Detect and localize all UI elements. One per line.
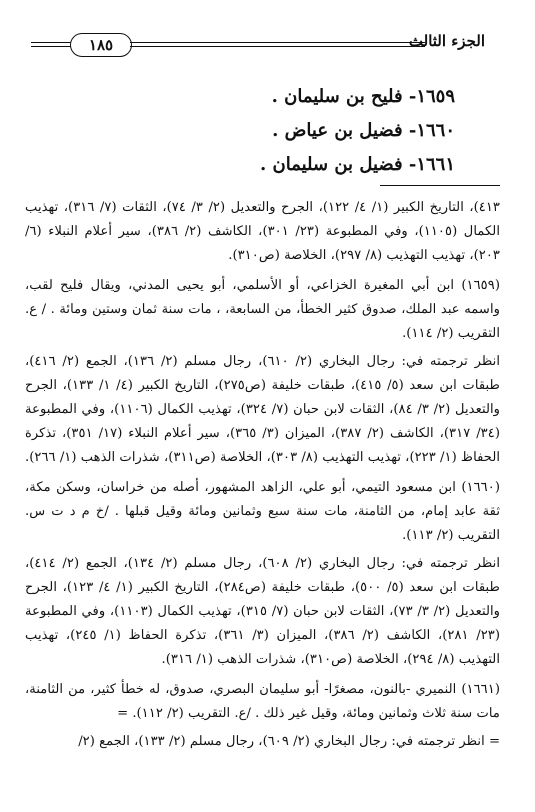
running-title: الجزء الثالث [408, 32, 485, 50]
footnote-text: (١٦٥٩) ابن أبي المغيرة الخزاعي، أو الأسلمي، أبو يحيى المدني، ويقال فليح لقب، واسمه عبد الملك، صدوق كثير الخطأ، من السابعة، ، مات سنة ثمان وستين ومائة . / ع. التقريب (٢/ ١١٤). [25, 278, 500, 341]
entry-1660: ١٦٦٠- فضيل بن عياض . [272, 120, 455, 141]
entry-1659: ١٦٥٩- فليح بن سليمان . [271, 86, 455, 107]
footnote-refs: انظر ترجمته في: رجال البخاري (٢/ ٦٠٨)، رجال مسلم (٢/ ١٣٤)، الجمع (٢/ ٤١٤)، طبقات ابن سعد (٥/ ٥٠٠)، طبقات خليفة (ص٢٨٤)، التاريخ الكبير (١/ ٤/ ١٢٣)، الجرح والتعديل (٢/ ٣/ ٧٣)، الثقات لابن حبان (٧/ ٣١٥)، تهذيب الكمال (١١٠٣)، وفي المطبوعة (٢٣/ ٢٨١)، الكاشف (٢/ ٣٨٦)، الميزان (٣/ ٣٦١)، تذكرة الحفاظ (١/ ٢٤٥)، تهذيب التهذيب (٨/ ٢٩٤)، الخلاصة (ص٣١٠)، شذرات الذهب (١/ ٣١٦). [25, 556, 501, 667]
footnote-text: ٤١٣)، التاريخ الكبير (١/ ٤/ ١٢٢)، الجرح والتعديل (٢/ ٣/ ٧٤)، الثقات (٧/ ٣١٦)، تهذيب الكمال (١١٠٥)، وفي المطبوعة (٢٣/ ٣٠١)، الكاشف (٢/ ٣٨٦)، سير أعلام النبلاء (٦/ ٢٠٣)، تهذيب التهذيب (٨/ ٢٩٧)، الخلاصة (ص٣١٠). [25, 200, 500, 263]
footnote-1660 [25, 476, 500, 672]
header-rule [130, 42, 425, 47]
entry-1661: ١٦٦١- فضيل بن سليمان . [259, 154, 455, 175]
footnotes [25, 196, 500, 754]
footnote-continuation [25, 196, 500, 268]
entries-list [100, 80, 455, 182]
footnote-text: (١٦٦١) النميري -بالنون، مصغرًا- أبو سليمان البصري، صدوق، له خطأ كثير، من الثامنة، مات سنة ثلاث وثمانين ومائة، وقيل غير ذلك . /ع. التقريب (٢/ ١١٢). = [25, 682, 500, 721]
footnote-1661 [25, 678, 500, 754]
page-header [20, 30, 515, 60]
footnote-1659 [25, 274, 500, 470]
footnote-text: (١٦٦٠) ابن مسعود التيمي، أبو علي، الزاهد المشهور، أصله من خراسان، وسكن مكة، ثقة عابد إمام، من الثامنة، مات سنة سبع وثمانين ومائة وقيل قبلها . /خ م د ت س. التقريب (٢/ ١١٣). [25, 480, 500, 543]
footnote-divider [380, 185, 500, 186]
footnote-refs: = انظر ترجمته في: رجال البخاري (٢/ ٦٠٩)، رجال مسلم (٢/ ١٣٣)، الجمع (٢/ [78, 734, 500, 749]
footnote-refs: انظر ترجمته في: رجال البخاري (٢/ ٦١٠)، رجال مسلم (٢/ ١٣٦)، الجمع (٢/ ٤١٦)، طبقات ابن سعد (٥/ ٤١٥)، طبقات خليفة (ص٢٧٥)، التاريخ الكبير (٤/ ١/ ١٣٣)، الجرح والتعديل (٢/ ٣/ ٨٤)، الثقات لابن حبان (٧/ ٣٢٤)، تهذيب الكمال (١١٠٦)، وفي المطبوعة (٣٤/ ٣١٧)، الكاشف (٢/ ٣٨٧)، الميزان (٣/ ٣٦٥)، سير أعلام النبلاء (١٧/ ٣٥١)، تذكرة الحفاظ (١/ ٢٢٣)، تهذيب التهذيب (٨/ ٣٠٣)، الخلاصة (ص٣١١)، شذرات الذهب (١/ ٢٦٦). [25, 354, 501, 465]
page-number: ١٨٥ [70, 33, 132, 57]
